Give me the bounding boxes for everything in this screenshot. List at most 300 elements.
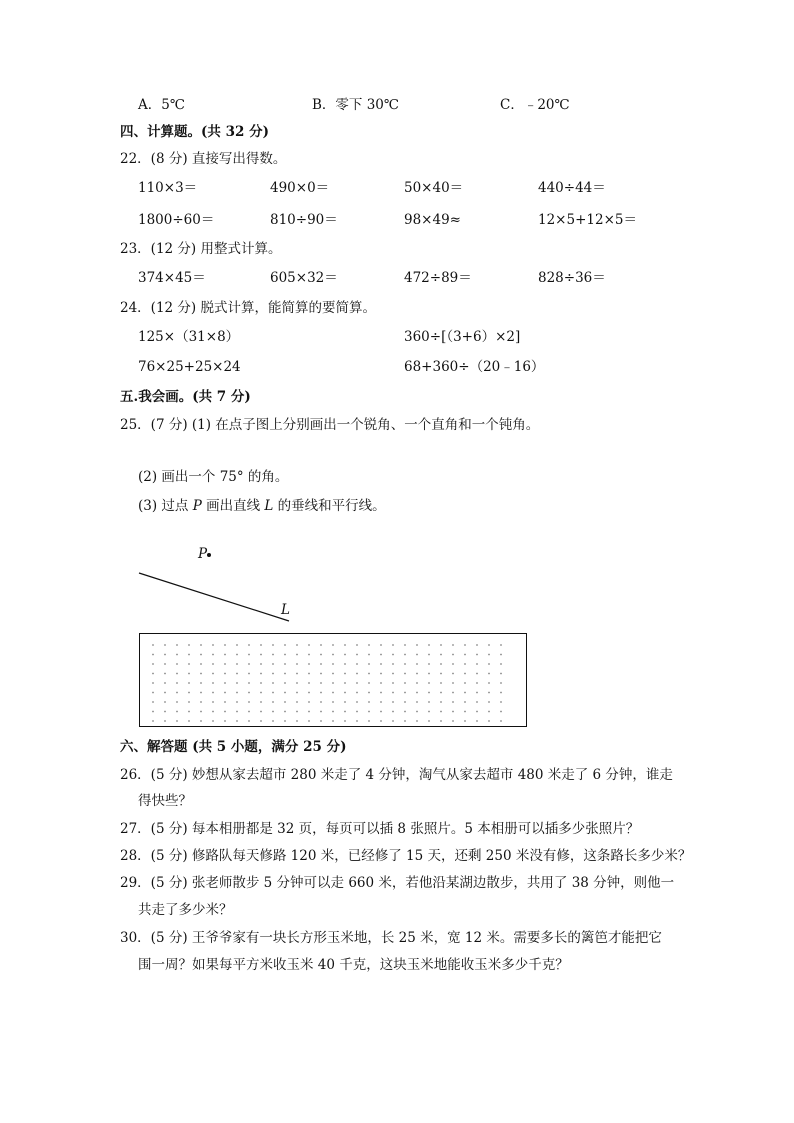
grid-dot — [488, 711, 490, 713]
dot-grid-frame — [140, 634, 527, 727]
q25-sub3: (3) 过点 P 画出直线 L 的垂线和平行线。 — [138, 498, 386, 514]
grid-dot — [284, 654, 286, 656]
grid-dot — [308, 663, 310, 665]
grid-dot — [188, 673, 190, 675]
grid-dot — [308, 654, 310, 656]
grid-dot — [344, 663, 346, 665]
grid-dot — [200, 701, 202, 703]
grid-dot — [176, 663, 178, 665]
q22-item: 1800÷60＝ — [138, 212, 215, 228]
grid-dot — [488, 682, 490, 684]
point-p-marker — [207, 553, 211, 557]
grid-dot — [428, 644, 430, 646]
q30-line: 围一周？如果每平方米收玉米 40 千克，这块玉米地能收玉米多少千克？ — [138, 957, 569, 973]
grid-dot — [164, 644, 166, 646]
grid-dot — [236, 673, 238, 675]
grid-dot — [404, 682, 406, 684]
grid-dot — [488, 673, 490, 675]
q29-line: 29．(5 分) 张老师散步 5 分钟可以走 660 米，若他沿某湖边散步，共用了 38 分钟，则他一 — [120, 875, 675, 891]
grid-dot — [164, 692, 166, 694]
grid-dot — [500, 692, 502, 694]
q27-line: 27．(5 分) 每本相册都是 32 页，每页可以插 8 张照片。5 本相册可以插多少张照片？ — [120, 821, 640, 837]
grid-dot — [332, 644, 334, 646]
grid-dot — [272, 720, 274, 722]
grid-dot — [152, 654, 154, 656]
grid-dot — [428, 701, 430, 703]
grid-dot — [212, 692, 214, 694]
grid-dot — [248, 682, 250, 684]
grid-dot — [404, 654, 406, 656]
grid-dot — [236, 701, 238, 703]
grid-dot — [296, 711, 298, 713]
option-b: B．零下 30℃ — [312, 97, 399, 113]
grid-dot — [476, 701, 478, 703]
grid-dot — [272, 711, 274, 713]
grid-dot — [176, 644, 178, 646]
grid-dot — [188, 644, 190, 646]
grid-dot — [200, 711, 202, 713]
grid-dot — [356, 682, 358, 684]
grid-dot — [452, 711, 454, 713]
grid-dot — [176, 720, 178, 722]
q26-line: 26．(5 分) 妙想从家去超市 280 米走了 4 分钟，淘气从家去超市 480 米走了 6 分钟，谁走 — [120, 767, 673, 783]
grid-dot — [236, 644, 238, 646]
grid-dot — [404, 644, 406, 646]
q25-sub2: (2) 画出一个 75° 的角。 — [138, 469, 289, 485]
grid-dot — [500, 663, 502, 665]
grid-dot — [212, 701, 214, 703]
q22-item: 440÷44＝ — [538, 180, 606, 196]
grid-dot — [404, 720, 406, 722]
grid-dot — [488, 654, 490, 656]
grid-dot — [476, 682, 478, 684]
grid-dot — [296, 644, 298, 646]
grid-dot — [260, 673, 262, 675]
grid-dot — [188, 720, 190, 722]
q28-line: 28．(5 分) 修路队每天修路 120 米，已经修了 15 天，还剩 250 米没有修，这条路长多少米？ — [120, 848, 692, 864]
grid-dot — [320, 663, 322, 665]
grid-dot — [416, 720, 418, 722]
grid-dot — [212, 673, 214, 675]
grid-dot — [152, 673, 154, 675]
grid-dot — [416, 663, 418, 665]
grid-dot — [224, 720, 226, 722]
grid-dot — [428, 682, 430, 684]
grid-dot — [380, 673, 382, 675]
grid-dot — [380, 692, 382, 694]
grid-dot — [464, 711, 466, 713]
grid-dot — [200, 682, 202, 684]
grid-dot — [212, 720, 214, 722]
grid-dot — [332, 701, 334, 703]
section-6-title: 六、解答题 (共 5 小题，满分 25 分) — [120, 739, 347, 755]
grid-dot — [452, 682, 454, 684]
grid-dot — [464, 644, 466, 646]
grid-dot — [332, 720, 334, 722]
grid-dot — [452, 663, 454, 665]
line-l-label: L — [281, 602, 290, 618]
grid-dot — [188, 663, 190, 665]
grid-dot — [284, 701, 286, 703]
grid-dot — [320, 654, 322, 656]
grid-dot — [284, 711, 286, 713]
grid-dot — [260, 720, 262, 722]
grid-dot — [404, 663, 406, 665]
grid-dot — [416, 711, 418, 713]
grid-dot — [284, 663, 286, 665]
grid-dot — [392, 720, 394, 722]
grid-dot — [416, 692, 418, 694]
grid-dot — [188, 682, 190, 684]
grid-dot — [212, 663, 214, 665]
grid-dot — [224, 682, 226, 684]
grid-dot — [224, 663, 226, 665]
grid-dot — [152, 692, 154, 694]
grid-dot — [356, 673, 358, 675]
grid-dot — [152, 720, 154, 722]
grid-dot — [428, 720, 430, 722]
grid-dot — [248, 644, 250, 646]
grid-dot — [164, 663, 166, 665]
grid-dot — [356, 663, 358, 665]
q22-item: 12×5+12×5＝ — [538, 212, 637, 228]
grid-dot — [176, 673, 178, 675]
grid-dot — [440, 663, 442, 665]
grid-dot — [272, 682, 274, 684]
grid-dot — [464, 682, 466, 684]
grid-dot — [296, 663, 298, 665]
grid-dot — [188, 654, 190, 656]
grid-dot — [320, 701, 322, 703]
grid-dot — [176, 701, 178, 703]
grid-dot — [332, 711, 334, 713]
grid-dot — [236, 682, 238, 684]
grid-dot — [164, 682, 166, 684]
grid-dot — [212, 654, 214, 656]
grid-dot — [176, 692, 178, 694]
grid-dot — [416, 701, 418, 703]
grid-dot — [236, 720, 238, 722]
grid-dot — [320, 682, 322, 684]
grid-dot — [200, 692, 202, 694]
grid-dot — [224, 654, 226, 656]
grid-dot — [308, 720, 310, 722]
grid-dot — [416, 644, 418, 646]
grid-dot — [332, 663, 334, 665]
grid-dot — [332, 673, 334, 675]
grid-dot — [488, 692, 490, 694]
grid-dot — [260, 644, 262, 646]
grid-dot — [452, 720, 454, 722]
grid-dot — [152, 644, 154, 646]
grid-dot — [392, 644, 394, 646]
grid-dot — [392, 701, 394, 703]
grid-dot — [368, 701, 370, 703]
grid-dot — [476, 711, 478, 713]
q22-item: 50×40＝ — [404, 180, 464, 196]
grid-dot — [452, 701, 454, 703]
grid-dot — [500, 701, 502, 703]
grid-dot — [236, 654, 238, 656]
grid-dot — [248, 711, 250, 713]
grid-dot — [200, 644, 202, 646]
grid-dot — [476, 654, 478, 656]
grid-dot — [272, 654, 274, 656]
grid-dot — [284, 692, 286, 694]
grid-dot — [392, 654, 394, 656]
grid-dot — [344, 644, 346, 646]
grid-dot — [260, 701, 262, 703]
q22-item: 98×49≈ — [404, 212, 461, 228]
section-5-title: 五.我会画。(共 7 分) — [120, 389, 251, 405]
grid-dot — [200, 663, 202, 665]
q25-label: 25．(7 分) (1) 在点子图上分别画出一个锐角、一个直角和一个钝角。 — [120, 417, 540, 433]
grid-dot — [188, 701, 190, 703]
q22-item: 490×0＝ — [270, 180, 330, 196]
grid-dot — [200, 673, 202, 675]
grid-dot — [212, 711, 214, 713]
grid-dot — [272, 673, 274, 675]
grid-dot — [428, 663, 430, 665]
grid-dot — [380, 682, 382, 684]
grid-dot — [260, 711, 262, 713]
grid-dot — [452, 673, 454, 675]
grid-dot — [152, 682, 154, 684]
grid-dot — [260, 682, 262, 684]
grid-dot — [296, 654, 298, 656]
grid-dot — [356, 654, 358, 656]
option-c: C．﹣20℃ — [500, 97, 570, 113]
q29-line: 共走了多少米？ — [138, 902, 233, 918]
line-l — [139, 573, 289, 621]
grid-dot — [308, 692, 310, 694]
grid-dot — [308, 711, 310, 713]
q23-item: 374×45＝ — [138, 270, 206, 286]
grid-dot — [464, 692, 466, 694]
grid-dot — [428, 654, 430, 656]
grid-dot — [320, 720, 322, 722]
grid-dot — [224, 711, 226, 713]
grid-dot — [416, 682, 418, 684]
grid-dot — [176, 654, 178, 656]
grid-dot — [368, 692, 370, 694]
grid-dot — [380, 711, 382, 713]
grid-dot — [344, 720, 346, 722]
grid-dot — [428, 692, 430, 694]
grid-dot — [404, 711, 406, 713]
grid-dot — [236, 711, 238, 713]
grid-dot — [392, 663, 394, 665]
grid-dot — [308, 682, 310, 684]
grid-dot — [224, 701, 226, 703]
grid-dot — [296, 701, 298, 703]
section-4-title: 四、计算题。(共 32 分) — [120, 124, 269, 140]
grid-dot — [368, 644, 370, 646]
grid-dot — [344, 654, 346, 656]
grid-dot — [464, 654, 466, 656]
q26-line: 得快些？ — [138, 793, 192, 809]
grid-dot — [416, 673, 418, 675]
grid-dot — [164, 673, 166, 675]
grid-dot — [356, 692, 358, 694]
grid-dot — [380, 644, 382, 646]
grid-dot — [392, 711, 394, 713]
grid-dot — [296, 673, 298, 675]
grid-dot — [272, 663, 274, 665]
grid-dot — [248, 720, 250, 722]
grid-dot — [392, 673, 394, 675]
grid-dot — [332, 682, 334, 684]
grid-dot — [500, 682, 502, 684]
grid-dot — [464, 701, 466, 703]
grid-dot — [404, 701, 406, 703]
grid-dot — [164, 711, 166, 713]
grid-dot — [308, 644, 310, 646]
grid-dot — [368, 720, 370, 722]
grid-dot — [488, 701, 490, 703]
grid-dot — [188, 711, 190, 713]
grid-dot — [284, 720, 286, 722]
grid-dot — [452, 644, 454, 646]
grid-dot — [392, 692, 394, 694]
q24-item: 360÷[（3+6）×2] — [404, 329, 521, 345]
grid-dot — [248, 701, 250, 703]
grid-dot — [440, 654, 442, 656]
grid-dot — [500, 654, 502, 656]
grid-dot — [356, 711, 358, 713]
grid-dot — [356, 720, 358, 722]
dot-grid — [152, 644, 502, 722]
grid-dot — [284, 673, 286, 675]
q24-item: 125×（31×8） — [138, 329, 240, 345]
grid-dot — [440, 673, 442, 675]
grid-dot — [452, 654, 454, 656]
grid-dot — [416, 654, 418, 656]
grid-dot — [284, 682, 286, 684]
q22-item: 110×3＝ — [138, 180, 198, 196]
grid-dot — [452, 692, 454, 694]
grid-dot — [248, 654, 250, 656]
grid-dot — [344, 711, 346, 713]
grid-dot — [476, 673, 478, 675]
grid-dot — [428, 673, 430, 675]
grid-dot — [272, 644, 274, 646]
grid-dot — [284, 644, 286, 646]
grid-dot — [164, 701, 166, 703]
grid-dot — [344, 701, 346, 703]
grid-dot — [440, 644, 442, 646]
grid-dot — [488, 720, 490, 722]
grid-dot — [464, 673, 466, 675]
grid-dot — [176, 711, 178, 713]
grid-dot — [344, 673, 346, 675]
grid-dot — [200, 654, 202, 656]
grid-dot — [500, 644, 502, 646]
grid-dot — [476, 644, 478, 646]
q23-item: 828÷36＝ — [538, 270, 606, 286]
grid-dot — [464, 663, 466, 665]
grid-dot — [368, 663, 370, 665]
grid-dot — [500, 720, 502, 722]
grid-dot — [164, 720, 166, 722]
grid-dot — [488, 663, 490, 665]
q30-line: 30．(5 分) 王爷爷家有一块长方形玉米地，长 25 米，宽 12 米。需要多长的篱笆才能把它 — [120, 930, 662, 946]
grid-dot — [368, 711, 370, 713]
grid-dot — [404, 673, 406, 675]
grid-dot — [488, 644, 490, 646]
grid-dot — [152, 663, 154, 665]
grid-dot — [368, 682, 370, 684]
grid-dot — [308, 673, 310, 675]
grid-dot — [176, 682, 178, 684]
grid-dot — [296, 720, 298, 722]
grid-dot — [152, 701, 154, 703]
grid-dot — [152, 711, 154, 713]
q23-label: 23．(12 分) 用整式计算。 — [120, 241, 282, 257]
grid-dot — [332, 654, 334, 656]
grid-dot — [476, 692, 478, 694]
q24-item: 68+360÷（20﹣16） — [404, 359, 545, 375]
grid-dot — [332, 692, 334, 694]
point-p-label: P — [198, 546, 208, 562]
grid-dot — [500, 711, 502, 713]
grid-dot — [344, 692, 346, 694]
q24-item: 76×25+25×24 — [138, 359, 241, 375]
grid-dot — [308, 701, 310, 703]
grid-dot — [212, 682, 214, 684]
grid-dot — [188, 692, 190, 694]
grid-dot — [248, 663, 250, 665]
grid-dot — [380, 720, 382, 722]
q22-item: 810÷90＝ — [270, 212, 338, 228]
grid-dot — [320, 711, 322, 713]
grid-dot — [164, 654, 166, 656]
grid-dot — [236, 663, 238, 665]
grid-dot — [440, 701, 442, 703]
grid-dot — [272, 692, 274, 694]
q22-label: 22．(8 分) 直接写出得数。 — [120, 151, 287, 167]
grid-dot — [248, 692, 250, 694]
grid-dot — [380, 654, 382, 656]
grid-dot — [356, 644, 358, 646]
grid-dot — [344, 682, 346, 684]
grid-dot — [440, 711, 442, 713]
grid-dot — [380, 663, 382, 665]
grid-dot — [440, 692, 442, 694]
grid-dot — [380, 701, 382, 703]
grid-dot — [224, 692, 226, 694]
grid-dot — [464, 720, 466, 722]
grid-dot — [260, 654, 262, 656]
grid-dot — [476, 720, 478, 722]
grid-dot — [260, 663, 262, 665]
q23-item: 472÷89＝ — [404, 270, 472, 286]
grid-dot — [476, 663, 478, 665]
grid-dot — [212, 644, 214, 646]
grid-dot — [296, 692, 298, 694]
grid-dot — [500, 673, 502, 675]
grid-dot — [404, 692, 406, 694]
grid-dot — [224, 644, 226, 646]
grid-dot — [392, 682, 394, 684]
grid-dot — [236, 692, 238, 694]
grid-dot — [320, 673, 322, 675]
q24-label: 24．(12 分) 脱式计算，能简算的要简算。 — [120, 300, 376, 316]
grid-dot — [224, 673, 226, 675]
grid-dot — [440, 720, 442, 722]
grid-dot — [296, 682, 298, 684]
grid-dot — [272, 701, 274, 703]
